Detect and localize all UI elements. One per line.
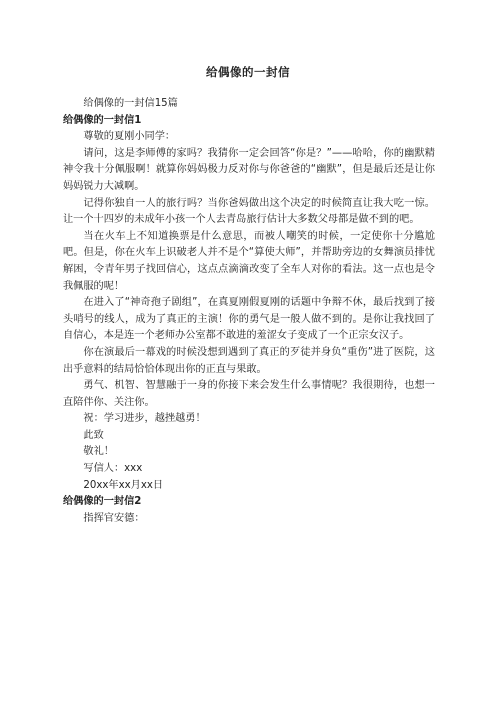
letter-1-paragraph: 记得你独自一人的旅行吗？当你爸妈做出这个决定的时候简直让我大吃一惊。让一个十四岁的未成年小孩一个人去青岛旅行估计大多数父母都是做不到的吧。 — [63, 197, 435, 226]
document-title: 给偶像的一封信 — [206, 65, 290, 79]
letter-1-wish: 祝：学习进步，越挫越勇！ — [83, 413, 206, 425]
letter-2-heading: 给偶像的一封信2 — [63, 496, 142, 508]
letter-1-paragraph: 当在火车上不知道换票是什么意思，而被人嘲笑的时候，一定使你十分尴尬吧。但是，你在火车上识破老人并不是个“算使大师”，并帮助旁边的女舞演员排忧解困，令青年男子找回信心，这点点滴滴改变了全车人对你的看法。这一点也是令我佩服的呢！ — [63, 230, 435, 292]
letter-2-salutation: 指挥官安德： — [83, 512, 145, 524]
letter-1-paragraph: 勇气、机智、智慧融于一身的你接下来会发生什么事情呢？我很期待，也想一直陪伴你、关注你。 — [63, 380, 435, 408]
letter-1-date: 20xx年xx月xx日 — [83, 479, 164, 491]
letter-1-signature: 写信人：xxx — [83, 463, 143, 475]
letter-1-heading: 给偶像的一封信1 — [63, 114, 142, 126]
letter-1-salutation: 尊敬的夏刚小同学： — [83, 131, 176, 143]
letter-1-paragraph: 请问，这是李师傅的家吗？我猜你一定会回答“你是？”——哈哈，你的幽默精神令我十分佩服啊！就算你妈妈极力反对你与你爸爸的“幽默”，但是最后还是让你妈妈锐力大减啊。 — [63, 147, 435, 192]
letter-1-paragraph: 你在演最后一幕戏的时候没想到遇到了真正的歹徒并身负“重伤”进了医院，这出乎意料的结局恰恰体现出你的正直与果敢。 — [63, 346, 435, 375]
document-subtitle: 给偶像的一封信15篇 — [83, 98, 178, 109]
letter-1-regards: 敬礼！ — [83, 446, 114, 458]
document-body — [63, 96, 435, 527]
letter-1-closing: 此致 — [83, 429, 104, 441]
letter-1-paragraph: 在进入了“神奇孢子剧组”，在真夏刚假夏刚的话题中争辩不休，最后找到了接头哨号的线人，成为了真正的主演！你的勇气是一般人做不到的。是你让我找回了自信心，本是连一个老师办公室都不敢进的羞涩女子变成了一个正宗女汉子。 — [63, 297, 435, 342]
